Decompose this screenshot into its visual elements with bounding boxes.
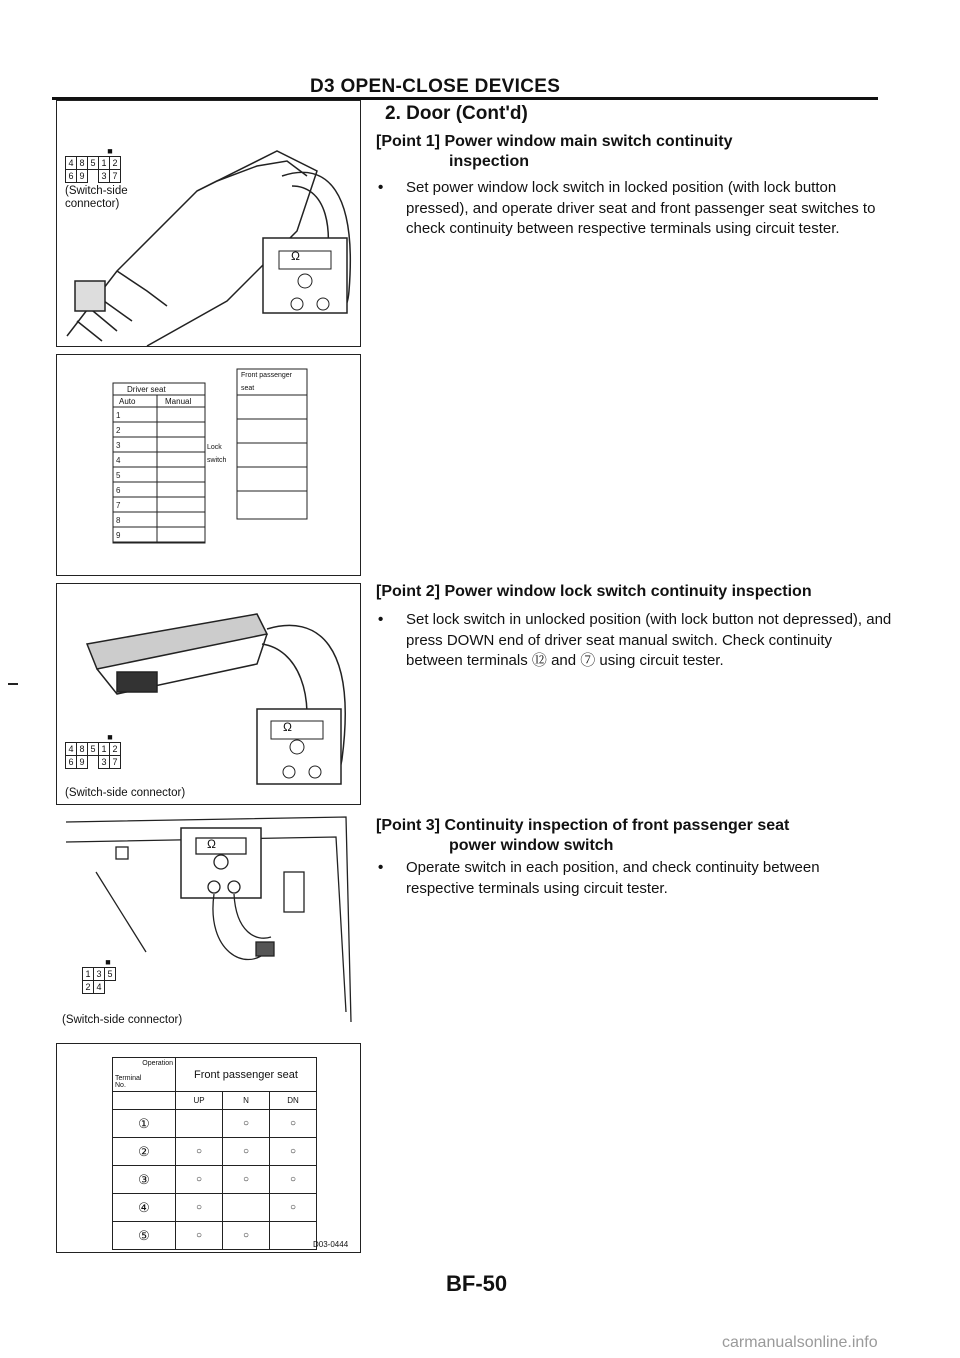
grid-row-label: 4 <box>116 456 121 465</box>
driver-seat-label: Driver seat <box>127 385 166 394</box>
lock-switch-label: Lock switch <box>207 444 227 464</box>
connector-marker-icon: ■ <box>105 957 111 967</box>
figure-code: D03-0444 <box>313 1240 349 1249</box>
manual-label: Manual <box>165 397 192 406</box>
figure-operation-table <box>56 1043 361 1253</box>
point-1-text <box>378 178 892 240</box>
operation-header: Operation <box>142 1060 173 1067</box>
fig1-connector-label: (Switch-side connector) <box>65 185 128 210</box>
figure-continuity-chart <box>56 354 361 576</box>
ohm-icon: Ω <box>291 249 300 263</box>
main-switch-illustration <box>57 101 360 346</box>
figure-door-switch <box>56 812 359 1037</box>
front-seat-label: Front passenger seat <box>241 372 292 392</box>
point-3-title <box>376 816 789 856</box>
tester-box <box>263 238 347 313</box>
margin-tick <box>8 683 18 685</box>
figure-lock-switch <box>56 583 361 805</box>
connector-diagram-b: ■ 4 8 5 1 2 6 9 3 7 <box>65 732 129 769</box>
point-1-body: Set power window lock switch in locked position (with lock button pressed), and operate driver seat and front passenger seat switches to check continuity between respective terminals using circuit tester. <box>406 179 876 237</box>
table-corner-cell <box>113 1058 176 1092</box>
terminal-header: Terminal No. <box>115 1075 142 1089</box>
col-up: UP <box>176 1092 223 1110</box>
point-2-text <box>378 610 892 672</box>
grid-row-label: 7 <box>116 501 121 510</box>
col-n: N <box>223 1092 270 1110</box>
front-seat-header: Front passenger seat <box>176 1058 317 1092</box>
point-1-heading: [Point 1] Power window main switch continuity <box>376 133 733 150</box>
table-row: ① <box>113 1110 176 1138</box>
grid-row-label: 2 <box>116 426 121 435</box>
fig3-connector-label: (Switch-side connector) <box>65 787 186 799</box>
point-3-heading: [Point 3] Continuity inspection of front passenger seat <box>376 817 790 834</box>
operation-table: Operation Terminal No. Front passenger seat UP N DN ① ○ ○ ② ○ ○ ○ ③ ○ ○ ○ ④ ○ ○ ⑤ ○ ○ <box>112 1057 317 1250</box>
ohm-icon: Ω <box>283 720 292 734</box>
table-row: ④ <box>113 1194 176 1222</box>
lock-switch-illustration <box>57 584 360 804</box>
fig4-connector-label: (Switch-side connector) <box>62 1014 183 1026</box>
bullet-icon: • <box>378 859 384 876</box>
grid-row-label: 5 <box>116 471 121 480</box>
grid-row-label: 8 <box>116 516 121 525</box>
table-row: ⑤ <box>113 1222 176 1250</box>
col-dn: DN <box>270 1092 317 1110</box>
tester-box <box>257 709 341 784</box>
bullet-icon: • <box>378 179 384 196</box>
point-1-subheading: inspection <box>449 153 530 170</box>
point-1-title <box>376 132 732 172</box>
grid-row-label: 6 <box>116 486 121 495</box>
connector-diagram-a: ■ 4 8 5 1 2 6 9 3 7 <box>65 146 129 183</box>
section-title: 2. Door (Cont'd) <box>385 103 528 124</box>
point-3-text <box>378 858 892 899</box>
figure-main-switch <box>56 100 361 347</box>
connector-marker-icon: ■ <box>107 732 113 742</box>
point-2-title <box>376 582 812 602</box>
watermark: carmanualsonline.info <box>722 1334 878 1351</box>
point-3-body: Operate switch in each position, and check continuity between respective terminals using circuit tester. <box>406 859 820 897</box>
ohm-icon: Ω <box>207 837 216 851</box>
grid-row-label: 1 <box>116 411 121 420</box>
grid-row-label: 3 <box>116 441 121 450</box>
page-header: D3 OPEN-CLOSE DEVICES <box>310 76 561 97</box>
grid-row-label: 9 <box>116 531 121 540</box>
point-2-body: Set lock switch in unlocked position (with lock button not depressed), and press DOWN end of driver seat manual switch. Check continuity between terminals ⑫ and ⑦ using circuit tester. <box>406 611 892 669</box>
point-2-heading: [Point 2] Power window lock switch continuity inspection <box>376 583 812 600</box>
bullet-icon: • <box>378 611 384 628</box>
connector-marker-icon: ■ <box>107 146 113 156</box>
auto-label: Auto <box>119 397 136 406</box>
table-row: ② <box>113 1138 176 1166</box>
page-number: BF-50 <box>446 1271 508 1296</box>
connector-diagram-c: ■ 1 3 5 2 4 <box>82 957 118 994</box>
point-3-subheading: power window switch <box>449 837 614 854</box>
table-row: ③ <box>113 1166 176 1194</box>
